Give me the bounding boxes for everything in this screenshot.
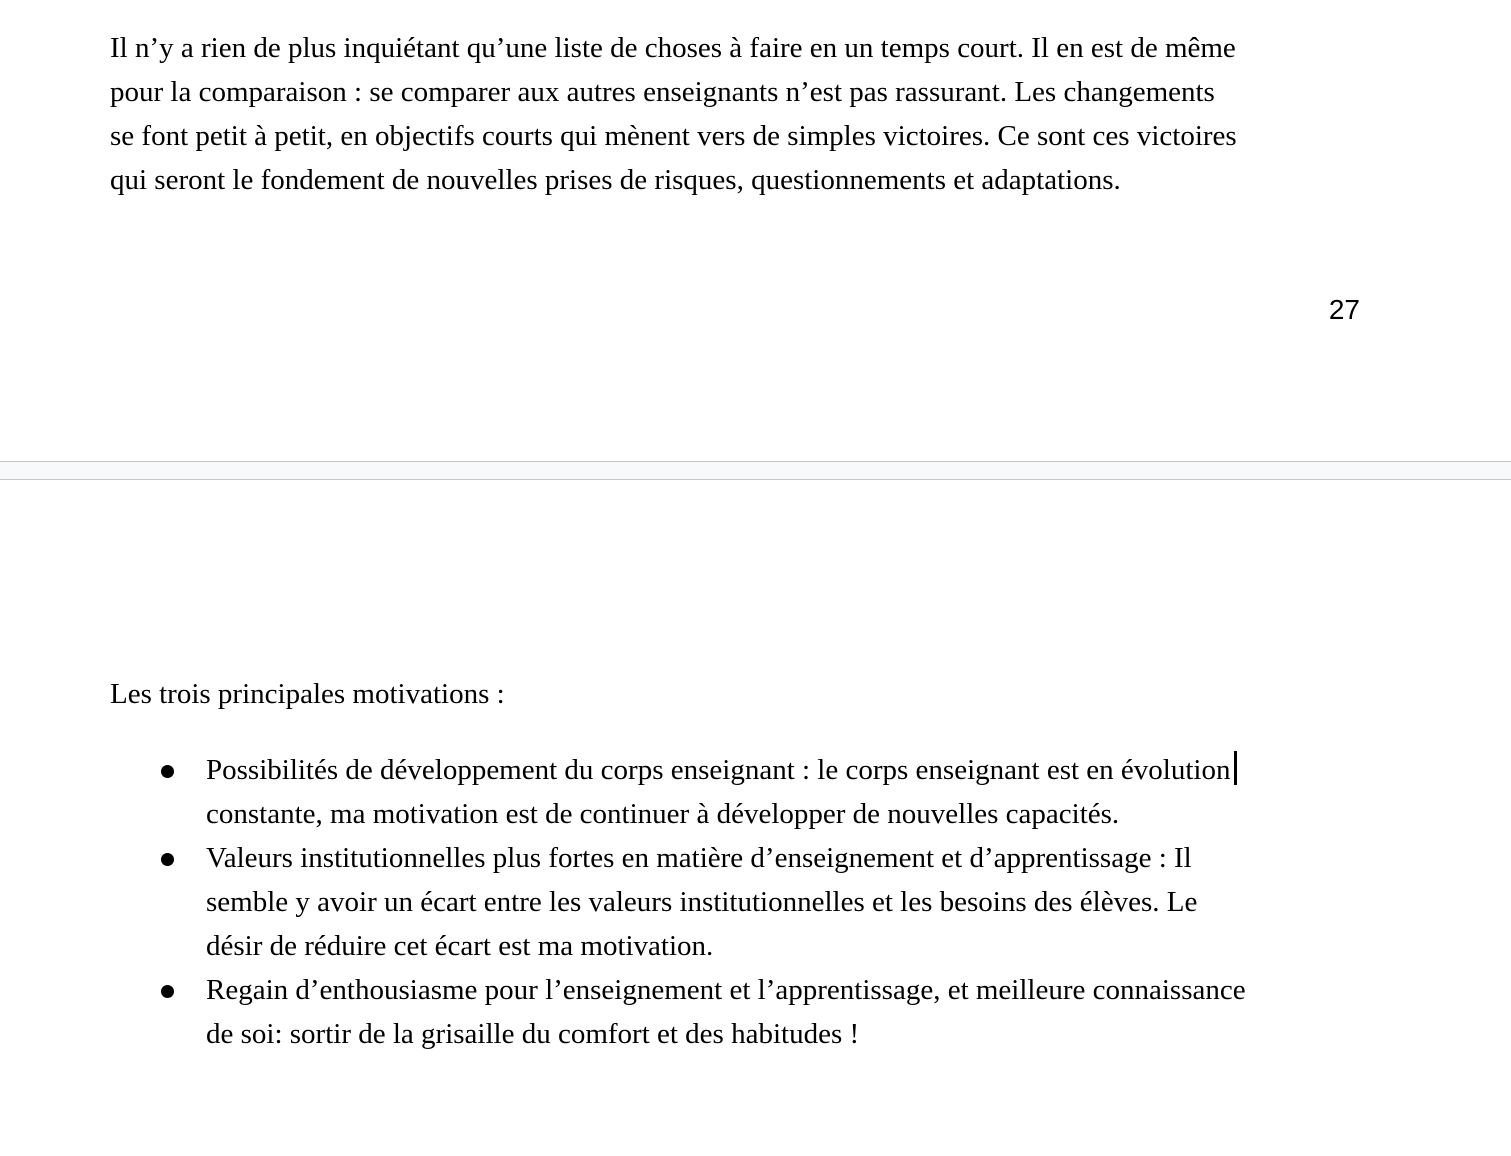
list-item[interactable]	[110, 748, 1370, 836]
document-page-next	[0, 480, 1511, 1156]
paragraph-text[interactable]	[110, 26, 1360, 202]
paragraph-line: se font petit à petit, en objectifs courts qui mènent vers de simples victoires. Ce sont ces victoires	[110, 120, 1237, 152]
paragraph-line: Il n’y a rien de plus inquiétant qu’une liste de choses à faire en un temps court. Il en est de même	[110, 32, 1236, 64]
bullet-icon	[161, 985, 174, 998]
bullet-icon	[161, 853, 174, 866]
list-item-line: semble y avoir un écart entre les valeurs institutionnelles et les besoins des élèves. Le	[206, 886, 1198, 918]
motivations-heading[interactable]: Les trois principales motivations :	[110, 678, 505, 710]
list-item-line: Possibilités de développement du corps enseignant : le corps enseignant est en évolution	[206, 748, 1370, 792]
page-number: 27	[1328, 294, 1360, 325]
text-cursor	[1234, 751, 1237, 785]
motivations-list	[110, 748, 1370, 1056]
list-item-line: de soi: sortir de la grisaille du comfort et des habitudes !	[206, 1018, 860, 1050]
paragraph-line: pour la comparaison : se comparer aux autres enseignants n’est pas rassurant. Les changements	[110, 76, 1215, 108]
list-item-line: désir de réduire cet écart est ma motivation.	[206, 930, 714, 962]
list-item-line: Valeurs institutionnelles plus fortes en matière d’enseignement et d’apprentissage : Il	[206, 842, 1192, 874]
bullet-icon	[161, 765, 174, 778]
list-item-line: constante, ma motivation est de continuer à développer de nouvelles capacités.	[206, 798, 1120, 830]
paragraph-line: qui seront le fondement de nouvelles prises de risques, questionnements et adaptations.	[110, 164, 1121, 196]
list-item[interactable]	[110, 968, 1370, 1056]
list-item[interactable]	[110, 836, 1370, 968]
document-page-27	[0, 0, 1511, 461]
list-item-line: Regain d’enthousiasme pour l’enseignement et l’apprentissage, et meilleure connaissance	[206, 974, 1246, 1006]
page-break-separator	[0, 461, 1511, 480]
